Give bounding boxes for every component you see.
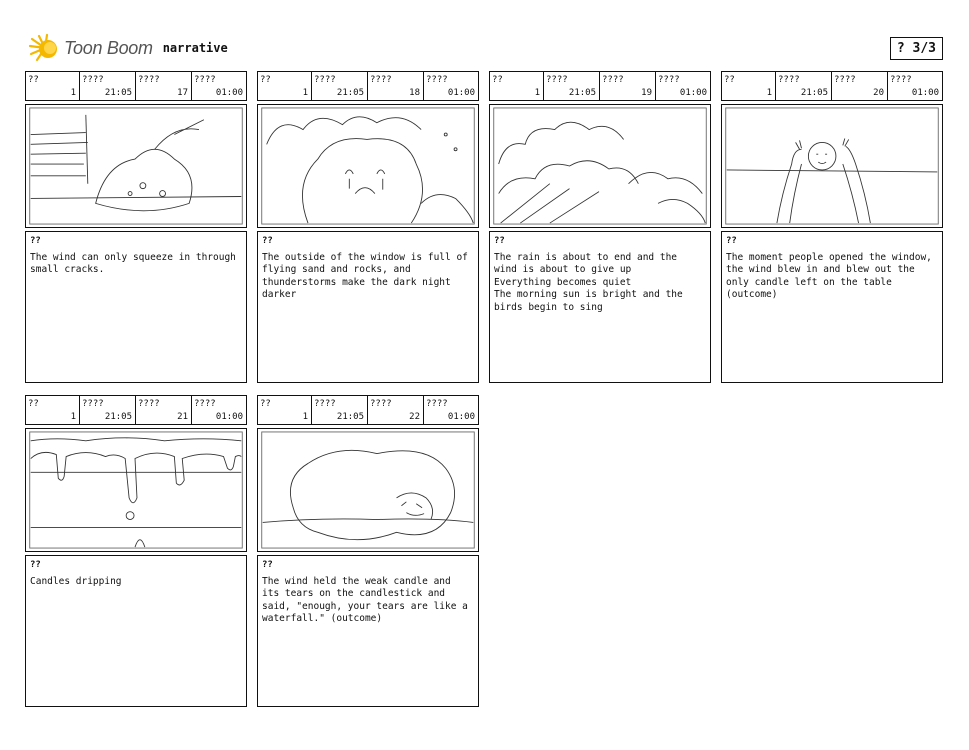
info-value: 1 bbox=[766, 88, 772, 98]
info-label: ???? bbox=[82, 399, 104, 409]
info-label: ???? bbox=[426, 399, 448, 409]
info-value: 18 bbox=[409, 88, 420, 98]
toon-boom-logo-icon bbox=[28, 33, 62, 63]
info-label: ?? bbox=[724, 75, 735, 85]
panel-sketch bbox=[257, 104, 479, 228]
notes-text: Candles dripping bbox=[30, 575, 122, 587]
brand-name: Toon Boom bbox=[64, 37, 153, 58]
notes-label: ?? bbox=[30, 560, 41, 570]
panel-info-row bbox=[25, 395, 247, 425]
panel-sketch bbox=[25, 428, 247, 552]
notes-label: ?? bbox=[726, 236, 737, 246]
info-value: 1 bbox=[302, 88, 308, 98]
info-label: ?? bbox=[28, 399, 39, 409]
info-label: ???? bbox=[370, 399, 392, 409]
info-label: ???? bbox=[658, 75, 680, 85]
panel-notes bbox=[25, 231, 247, 383]
panel-info-row bbox=[25, 71, 247, 101]
info-value: 21:05 bbox=[104, 88, 132, 98]
storyboard-panel bbox=[721, 71, 943, 383]
panel-notes bbox=[257, 231, 479, 383]
storyboard-panel bbox=[25, 71, 247, 383]
notes-label: ?? bbox=[30, 236, 41, 246]
panel-notes bbox=[489, 231, 711, 383]
info-label: ???? bbox=[602, 75, 624, 85]
info-label: ?? bbox=[492, 75, 503, 85]
info-value: 01:00 bbox=[215, 88, 243, 98]
info-label: ???? bbox=[778, 75, 800, 85]
storyboard-panel bbox=[489, 71, 711, 383]
panel-info-row bbox=[257, 395, 479, 425]
panel-sketch bbox=[25, 104, 247, 228]
info-label: ???? bbox=[82, 75, 104, 85]
notes-text: The wind can only squeeze in through small cracks. bbox=[30, 251, 236, 275]
notes-label: ?? bbox=[494, 236, 505, 246]
info-label: ???? bbox=[546, 75, 568, 85]
storyboard-panel bbox=[25, 395, 247, 707]
info-label: ???? bbox=[370, 75, 392, 85]
info-value: 20 bbox=[873, 88, 884, 98]
panel-sketch bbox=[257, 428, 479, 552]
header bbox=[28, 33, 228, 63]
notes-text: The rain is about to end and the wind is about to give up Everything becomes quiet The morning sun is bright and the birds begin to sing bbox=[494, 251, 683, 313]
info-label: ???? bbox=[834, 75, 856, 85]
info-value: 01:00 bbox=[679, 88, 707, 98]
info-value: 1 bbox=[70, 88, 76, 98]
storyboard-panel bbox=[257, 71, 479, 383]
info-value: 21 bbox=[177, 412, 188, 422]
panel-info-row bbox=[721, 71, 943, 101]
info-label: ???? bbox=[194, 75, 216, 85]
panel-notes bbox=[25, 555, 247, 707]
info-value: 1 bbox=[534, 88, 540, 98]
info-label: ?? bbox=[260, 75, 271, 85]
storyboard-panel bbox=[257, 395, 479, 707]
panel-sketch bbox=[489, 104, 711, 228]
notes-label: ?? bbox=[262, 560, 273, 570]
info-label: ???? bbox=[890, 75, 912, 85]
panel-info-row bbox=[257, 71, 479, 101]
info-label: ?? bbox=[28, 75, 39, 85]
info-value: 17 bbox=[177, 88, 188, 98]
info-label: ???? bbox=[314, 399, 336, 409]
panel-notes bbox=[721, 231, 943, 383]
info-value: 21:05 bbox=[104, 412, 132, 422]
notes-label: ?? bbox=[262, 236, 273, 246]
info-value: 01:00 bbox=[911, 88, 939, 98]
info-label: ???? bbox=[426, 75, 448, 85]
page-number: ? 3/3 bbox=[890, 37, 943, 60]
info-label: ???? bbox=[314, 75, 336, 85]
notes-text: The outside of the window is full of flying sand and rocks, and thunderstorms make the dark night darker bbox=[262, 251, 468, 300]
document-title: narrative bbox=[162, 41, 228, 55]
info-value: 21:05 bbox=[800, 88, 828, 98]
info-value: 21:05 bbox=[336, 88, 364, 98]
info-value: 19 bbox=[641, 88, 652, 98]
info-label: ???? bbox=[194, 399, 216, 409]
notes-text: The moment people opened the window, the wind blew in and blew out the only candle left on the table (outcome) bbox=[726, 251, 932, 300]
info-value: 01:00 bbox=[215, 412, 243, 422]
info-value: 21:05 bbox=[568, 88, 596, 98]
info-value: 21:05 bbox=[336, 412, 364, 422]
info-value: 1 bbox=[302, 412, 308, 422]
info-label: ?? bbox=[260, 399, 271, 409]
info-value: 01:00 bbox=[447, 412, 475, 422]
info-label: ???? bbox=[138, 399, 160, 409]
panel-info-row bbox=[489, 71, 711, 101]
info-value: 1 bbox=[70, 412, 76, 422]
notes-text: The wind held the weak candle and its tears on the candlestick and said, "enough, your tears are like a waterfall." (outcome) bbox=[262, 575, 468, 624]
info-label: ???? bbox=[138, 75, 160, 85]
info-value: 01:00 bbox=[447, 88, 475, 98]
panel-notes bbox=[257, 555, 479, 707]
panel-sketch bbox=[721, 104, 943, 228]
info-value: 22 bbox=[409, 412, 420, 422]
